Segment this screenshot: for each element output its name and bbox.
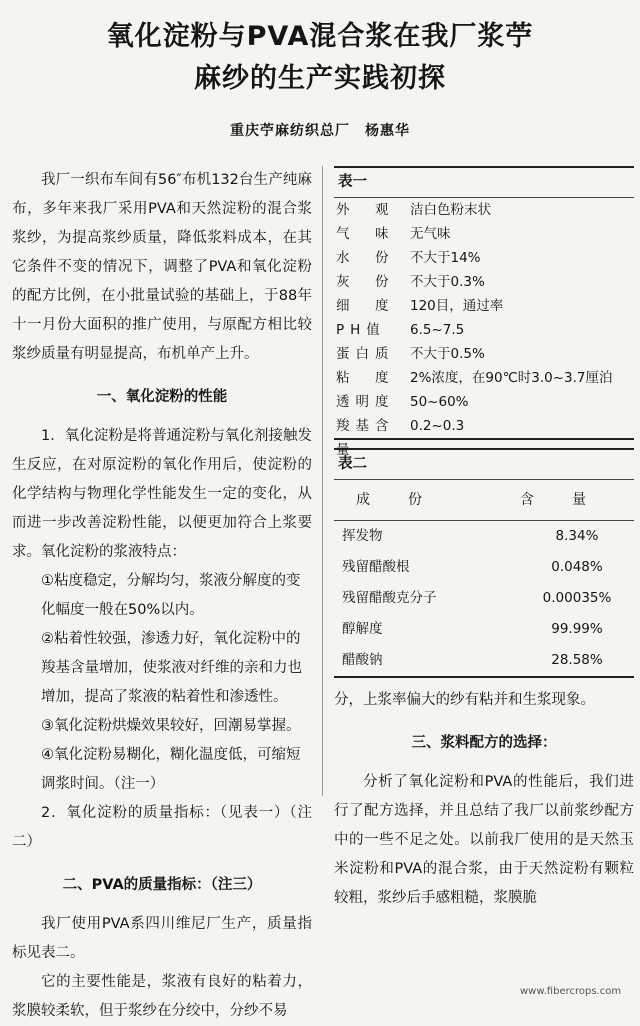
- paragraph-quality-index: 2．氧化淀粉的质量指标：（见表一）（注二）: [12, 805, 312, 850]
- table1-key: 细 度: [336, 298, 395, 314]
- table1-key: PH值: [336, 322, 386, 338]
- article-title-line2: 麻纱的生产实践初探: [194, 63, 446, 94]
- table1-value: 不大于0.3%: [410, 274, 485, 290]
- paragraph-pva-properties: 它的主要性能是，浆液有良好的粘着力，浆膜较柔软，但于浆纱在分绞中，分纱不易: [12, 974, 312, 1019]
- watermark-text: www.fibercrops.com: [520, 986, 622, 997]
- feature-item-1: ①粘度稳定，分解均匀，浆液分解度的变化幅度一般在50%以内。: [41, 573, 301, 618]
- table2-amount: 0.00035%: [542, 590, 612, 606]
- table1-value: 无气味: [410, 226, 451, 242]
- table2-title: 表二: [338, 456, 367, 472]
- table1-value: 2%浓度，在90℃时3.0~3.7厘泊: [410, 370, 613, 386]
- table-row: [334, 583, 634, 614]
- table2-amount: 8.34%: [555, 528, 599, 544]
- intro-paragraph: 我厂一织布车间有56″布机132台生产纯麻布，多年来我厂采用PVA和天然淀粉的混合浆浆纱，为提高浆纱质量，降低浆料成本，在其它条件不变的情况下，调整了PVA和氧化淀粉的配方比例，在小批量试验的基础上，于88年十一月份大面积的推广使用，与原配方相比较浆纱质量有明显提高，布机单产上升。: [12, 172, 312, 362]
- table1-key: 蛋白质: [336, 346, 395, 362]
- section-3-heading: 三、浆料配方的选择：: [411, 735, 557, 751]
- table-row: [334, 366, 634, 390]
- paragraph-oxidized-starch: 1．氧化淀粉是将普通淀粉与氧化剂接触发生反应，在对原淀粉的氧化作用后，使淀粉的化学结构与物理化学性能发生一定的变化，从而进一步改善淀粉性能，以便更加符合上浆要求。氧化淀粉的浆液特点：: [12, 428, 312, 560]
- section-2-heading: 二、PVA的质量指标：（注三）: [62, 877, 262, 893]
- table-row: [334, 222, 634, 246]
- table-row: [334, 198, 634, 222]
- table1-key: 气 味: [336, 226, 395, 242]
- table1-body: [334, 198, 634, 458]
- author-line: 重庆苧麻纺织总厂 杨惠华: [230, 123, 410, 139]
- table-row: [334, 390, 634, 414]
- table-row: [334, 414, 634, 458]
- feature-item-4: ④氧化淀粉易糊化，糊化温度低，可缩短调浆时间。（注一）: [41, 747, 301, 792]
- table1-value: 50~60%: [410, 394, 469, 410]
- table1-key: 灰 份: [336, 274, 395, 290]
- table2-component: 残留醋酸克分子: [342, 590, 437, 606]
- table-row: [334, 318, 634, 342]
- table1-key: 羧基含量: [336, 418, 395, 458]
- table2-body: [334, 521, 634, 676]
- table2-header-content: 含 量: [520, 492, 598, 508]
- left-column: [12, 166, 312, 1026]
- table1-value: 120目，通过率: [410, 298, 504, 314]
- feature-item-2: ②粘着性较强，渗透力好，氧化淀粉中的羧基含量增加，使浆液对纤维的亲和力也增加，提高了浆液的粘着性和渗透性。: [41, 631, 302, 705]
- table-row: [334, 614, 634, 645]
- table1-key: 外 观: [336, 202, 395, 218]
- table1-key: 透明度: [336, 394, 395, 410]
- table-row: [334, 342, 634, 366]
- table1-value: 6.5~7.5: [410, 322, 465, 338]
- paragraph-pva-source: 我厂使用PVA系四川维尼厂生产，质量指标见表二。: [12, 916, 312, 961]
- table1-key: 粘 度: [336, 370, 395, 386]
- table1-value: 不大于14%: [410, 250, 481, 266]
- table2-component: 挥发物: [342, 528, 383, 544]
- right-column: [334, 166, 634, 913]
- table-row: [334, 552, 634, 583]
- table2-header-component: 成 份: [356, 492, 434, 508]
- column-divider: [322, 166, 323, 796]
- table2-component: 醋酸钠: [342, 652, 383, 668]
- table2-amount: 0.048%: [551, 559, 603, 575]
- section-1-heading: 一、氧化淀粉的性能: [96, 389, 228, 405]
- table1-value: 不大于0.5%: [410, 346, 485, 362]
- table1-value: 洁白色粉末状: [410, 202, 491, 218]
- table-row: [334, 270, 634, 294]
- table2-component: 醇解度: [342, 621, 383, 637]
- feature-item-3: ③氧化淀粉烘燥效果较好，回潮易掌握。: [41, 718, 301, 734]
- paragraph-continuation: 分，上浆率偏大的纱有粘并和生浆现象。: [334, 692, 595, 708]
- table2-amount: 28.58%: [551, 652, 603, 668]
- article-title-line1: 氧化淀粉与PVA混合浆在我厂浆苧: [106, 21, 534, 52]
- table-row: [334, 294, 634, 318]
- paragraph-formula-selection: 分析了氧化淀粉和PVA的性能后，我们进行了配方选择，并且总结了我厂以前浆纱配方中的一些不足之处。以前我厂使用的是天然玉米淀粉和PVA的混合浆，由于天然淀粉有颗粒较粗，浆纱后手感粗糙，浆膜脆: [334, 774, 634, 906]
- table1-title: 表一: [338, 174, 367, 190]
- table1-value: 0.2~0.3: [410, 418, 465, 434]
- table-row: [334, 521, 634, 552]
- table1-key: 水 份: [336, 250, 395, 266]
- table2-amount: 99.99%: [551, 621, 603, 637]
- table-row: [334, 645, 634, 676]
- table2-header: [334, 480, 634, 520]
- table-row: [334, 246, 634, 270]
- table2-component: 残留醋酸根: [342, 559, 410, 575]
